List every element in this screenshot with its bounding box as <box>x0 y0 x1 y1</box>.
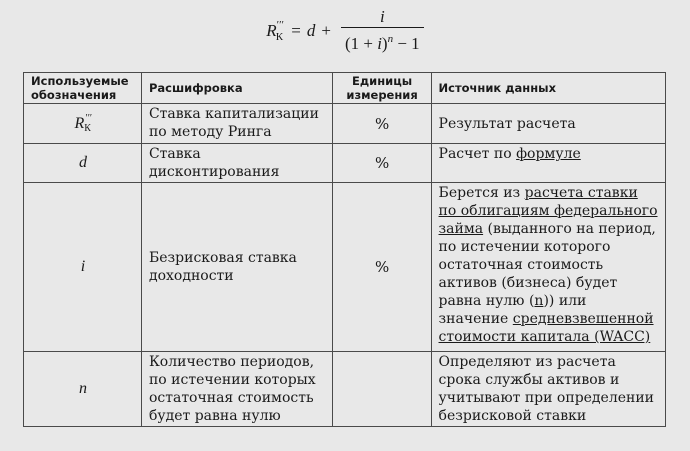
symbol-subscript: К <box>84 122 91 134</box>
source-text: )) или значение <box>438 293 587 327</box>
denominator-var: i <box>377 34 382 53</box>
denominator-close: ) <box>381 34 388 53</box>
symbol-cell: d <box>24 144 142 183</box>
unit-cell: % <box>332 144 431 183</box>
symbol-main: R <box>74 114 85 132</box>
formula-denominator <box>341 29 424 54</box>
header-symbols: Используемые обозначения <box>24 73 142 104</box>
denominator-exponent: n <box>387 33 394 45</box>
formula-plus: + <box>321 21 331 40</box>
fraction-bar <box>341 27 424 28</box>
table-row <box>24 352 666 427</box>
bond-rate-link[interactable]: расчета ставки по облигациям федерального займа <box>438 185 658 237</box>
formula-lhs-subscript: К <box>275 31 284 43</box>
source-cell: Определяют из расчета срока службы активов и учитывают при определении безрисковой ставки <box>431 352 665 427</box>
header-units: Единицы измерения <box>332 73 431 104</box>
wacc-link[interactable]: средневзвешенной стоимости капитала (WACC) <box>438 311 654 345</box>
unit-cell: % <box>332 104 431 144</box>
symbol-cell <box>24 104 142 144</box>
source-text: Расчет по <box>438 146 517 162</box>
formula-equals: = <box>291 21 301 40</box>
description-cell: Количество периодов, по истечении которых остаточная стоимость будет равна нулю <box>141 352 332 427</box>
formula-link[interactable]: формуле <box>516 146 581 162</box>
source-cell <box>431 144 665 183</box>
description-cell: Ставка капитализации по методу Ринга <box>141 104 332 144</box>
source-cell: Результат расчета <box>431 104 665 144</box>
description-cell: Ставка дисконтирования <box>141 144 332 183</box>
table-row <box>24 144 666 183</box>
formula-numerator: i <box>379 7 385 26</box>
table-header-row <box>24 73 666 104</box>
n-link[interactable]: n <box>534 293 544 309</box>
definitions-table <box>23 72 666 427</box>
header-source: Источник данных <box>431 73 665 104</box>
unit-cell: % <box>332 183 431 352</box>
formula-lhs-superscript: ′′′ <box>276 19 284 31</box>
denominator-tail: − 1 <box>393 34 420 53</box>
ring-method-formula <box>0 6 690 56</box>
symbol-cell: n <box>24 352 142 427</box>
symbol-cell: i <box>24 183 142 352</box>
formula-lhs <box>266 19 285 43</box>
table-row <box>24 183 666 352</box>
formula-fraction <box>341 8 424 54</box>
header-description: Расшифровка <box>141 73 332 104</box>
symbol-superscript: ′′′ <box>84 112 92 124</box>
formula-term-d: d <box>306 21 316 40</box>
formula-lhs-symbol: R <box>266 21 277 40</box>
table-row <box>24 104 666 144</box>
denominator-open: (1 + <box>344 34 378 53</box>
source-cell <box>431 183 665 352</box>
description-cell: Безрисковая ставка доходности <box>141 183 332 352</box>
unit-cell <box>332 352 431 427</box>
source-text: Берется из <box>438 185 525 201</box>
source-text: (выданного на период, по истечении которого остаточная стоимость активов (бизнеса) будет равна нулю ( <box>438 221 656 309</box>
